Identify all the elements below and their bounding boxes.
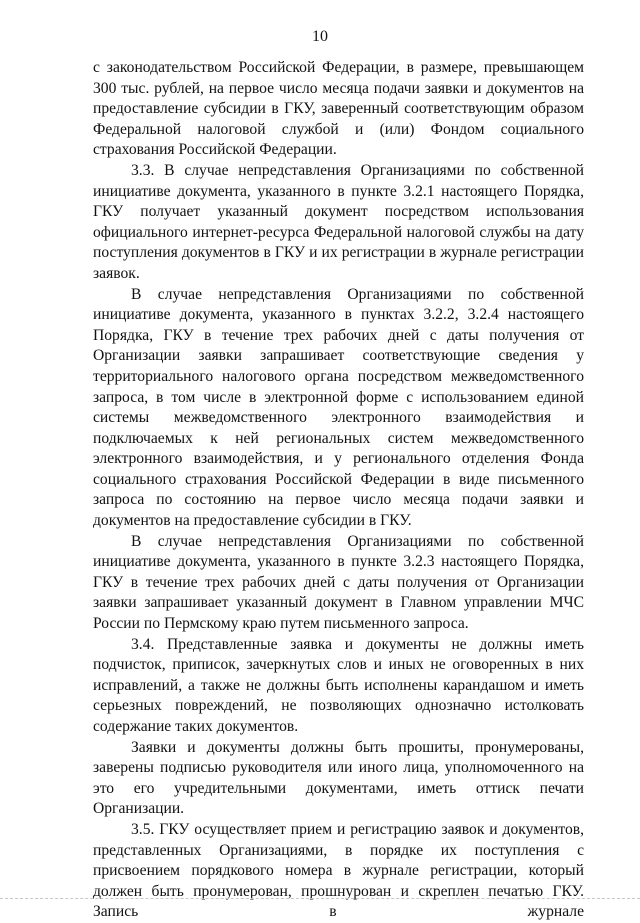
paragraph-nonsubmission-3-2-2: В случае непредставления Организациями по собственной инициативе документа, указанного в пунктах 3.2.2, 3.2.4 настоящего Порядка, ГКУ в течение трех рабочих дней с даты получения от Организации заявки запрашивает соответствующие сведения у территориального налогового органа посредством межведомственного запроса, в том числе в электронной форме с использованием единой системы межведомственного электронного взаимодействия и подключаемых к ней региональных систем межведомственного электронного взаимодействия, и у регионального отделения Фонда социального страхования Российской Федерации в виде письменного запроса по состоянию на первое число месяца подачи заявки и документов на предоставление субсидии в ГКУ. xyxy=(93,285,584,530)
paragraph-3-4: 3.4. Представленные заявка и документы не должны иметь подчисток, приписок, зачеркнутых слов и иных не оговоренных в них исправлений, а также не должны быть исполнены карандашом и иметь серьезных повреждений, не позволяющих однозначно истолковать содержание таких документов. xyxy=(93,635,584,735)
paragraph-binding-requirements: Заявки и документы должны быть прошиты, пронумерованы, заверены подписью руководителя или иного лица, уполномоченного на это его учредительными документами, иметь оттиск печати Организации. xyxy=(93,738,584,818)
page-number: 10 xyxy=(312,28,328,45)
paragraph-3-5: 3.5. ГКУ осуществляет прием и регистрацию заявок и документов, представленных Организациями, в порядке их поступления с присвоением порядкового номера в журнале регистрации, который должен быть пронумерован, прошнурован и скреплен печатью ГКУ. Запись в журнале xyxy=(93,820,584,921)
paragraph-continuation: с законодательством Российской Федерации, в размере, превышающем 300 тыс. рублей, на первое число месяца подачи заявки и документов на предоставление субсидии в ГКУ, заверенный соответствующим образом Федеральной налоговой службой и (или) Фондом социального страхования Российской Федерации. xyxy=(93,59,584,159)
paragraph-nonsubmission-3-2-3: В случае непредставления Организациями по собственной инициативе документа, указанного в пункте 3.2.3 настоящего Порядка, ГКУ в течение трех рабочих дней с даты получения от Организации заявки запрашивает указанный документ в Главном управлении МЧС России по Пермскому краю путем письменного запроса. xyxy=(93,532,584,633)
page-bottom-edge xyxy=(0,898,640,900)
paragraph-3-3: 3.3. В случае непредставления Организациями по собственной инициативе документа, указанного в пункте 3.2.1 настоящего Порядка, ГКУ получает указанный документ посредством использования официального интернет-ресурса Федеральной налоговой службы на дату поступления документов в ГКУ и их регистрации в журнале регистрации заявок. xyxy=(93,161,584,282)
document-body xyxy=(93,58,584,923)
